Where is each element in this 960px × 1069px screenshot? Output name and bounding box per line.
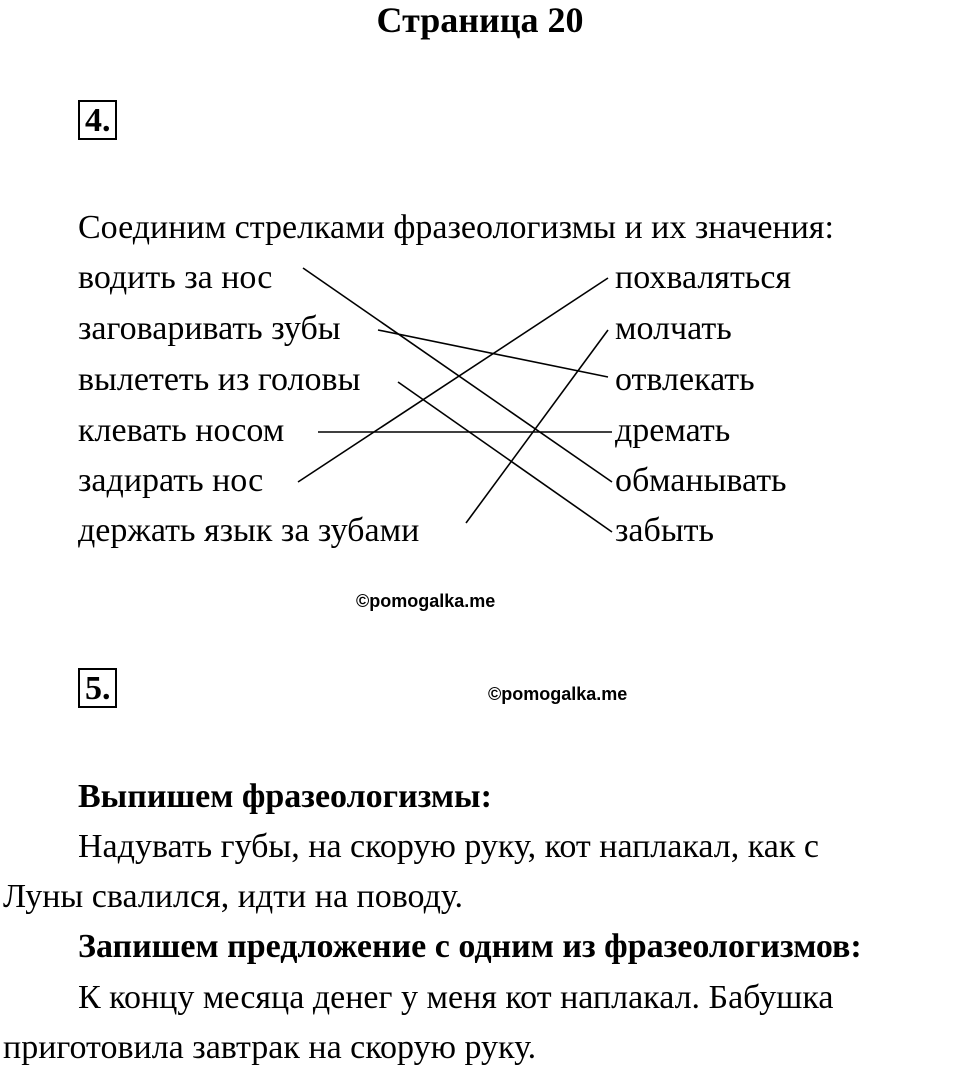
page-title: Страница 20 [376, 0, 584, 40]
meaning-item: дремать [615, 412, 731, 449]
heading-sentence: Запишем предложение с одним из фразеологизмов: [78, 928, 862, 965]
meaning-item: похваляться [615, 259, 792, 296]
paragraph-line: Надувать губы, на скорую руку, кот наплакал, как с [78, 828, 819, 865]
watermark: ©pomogalka.me [488, 684, 628, 704]
paragraph-line: приготовила завтрак на скорую руку. [3, 1029, 537, 1066]
phrase-item: задирать нос [78, 462, 264, 499]
connection-line [398, 382, 612, 532]
connection-line [466, 330, 608, 523]
meaning-item: обманывать [615, 462, 787, 499]
meaning-item: забыть [615, 512, 715, 549]
phrase-item: вылететь из головы [78, 361, 361, 398]
paragraph-line: Луны свалился, идти на поводу. [3, 878, 463, 915]
task-4-instruction: Соединим стрелками фразеологизмы и их значения: [78, 209, 834, 246]
heading-extract: Выпишем фразеологизмы: [78, 778, 492, 815]
watermark: ©pomogalka.me [356, 591, 496, 611]
phrase-item: держать язык за зубами [78, 512, 420, 549]
task-5-number: 5. [78, 668, 117, 708]
meaning-item: отвлекать [615, 361, 755, 398]
phrase-item: заговаривать зубы [78, 310, 341, 347]
phrase-item: клевать носом [78, 412, 285, 449]
phrase-item: водить за нос [78, 259, 273, 296]
meaning-item: молчать [615, 310, 732, 347]
connection-line [378, 330, 608, 377]
paragraph-line: К концу месяца денег у меня кот наплакал. Бабушка [78, 979, 834, 1016]
task-4-number: 4. [78, 100, 117, 140]
